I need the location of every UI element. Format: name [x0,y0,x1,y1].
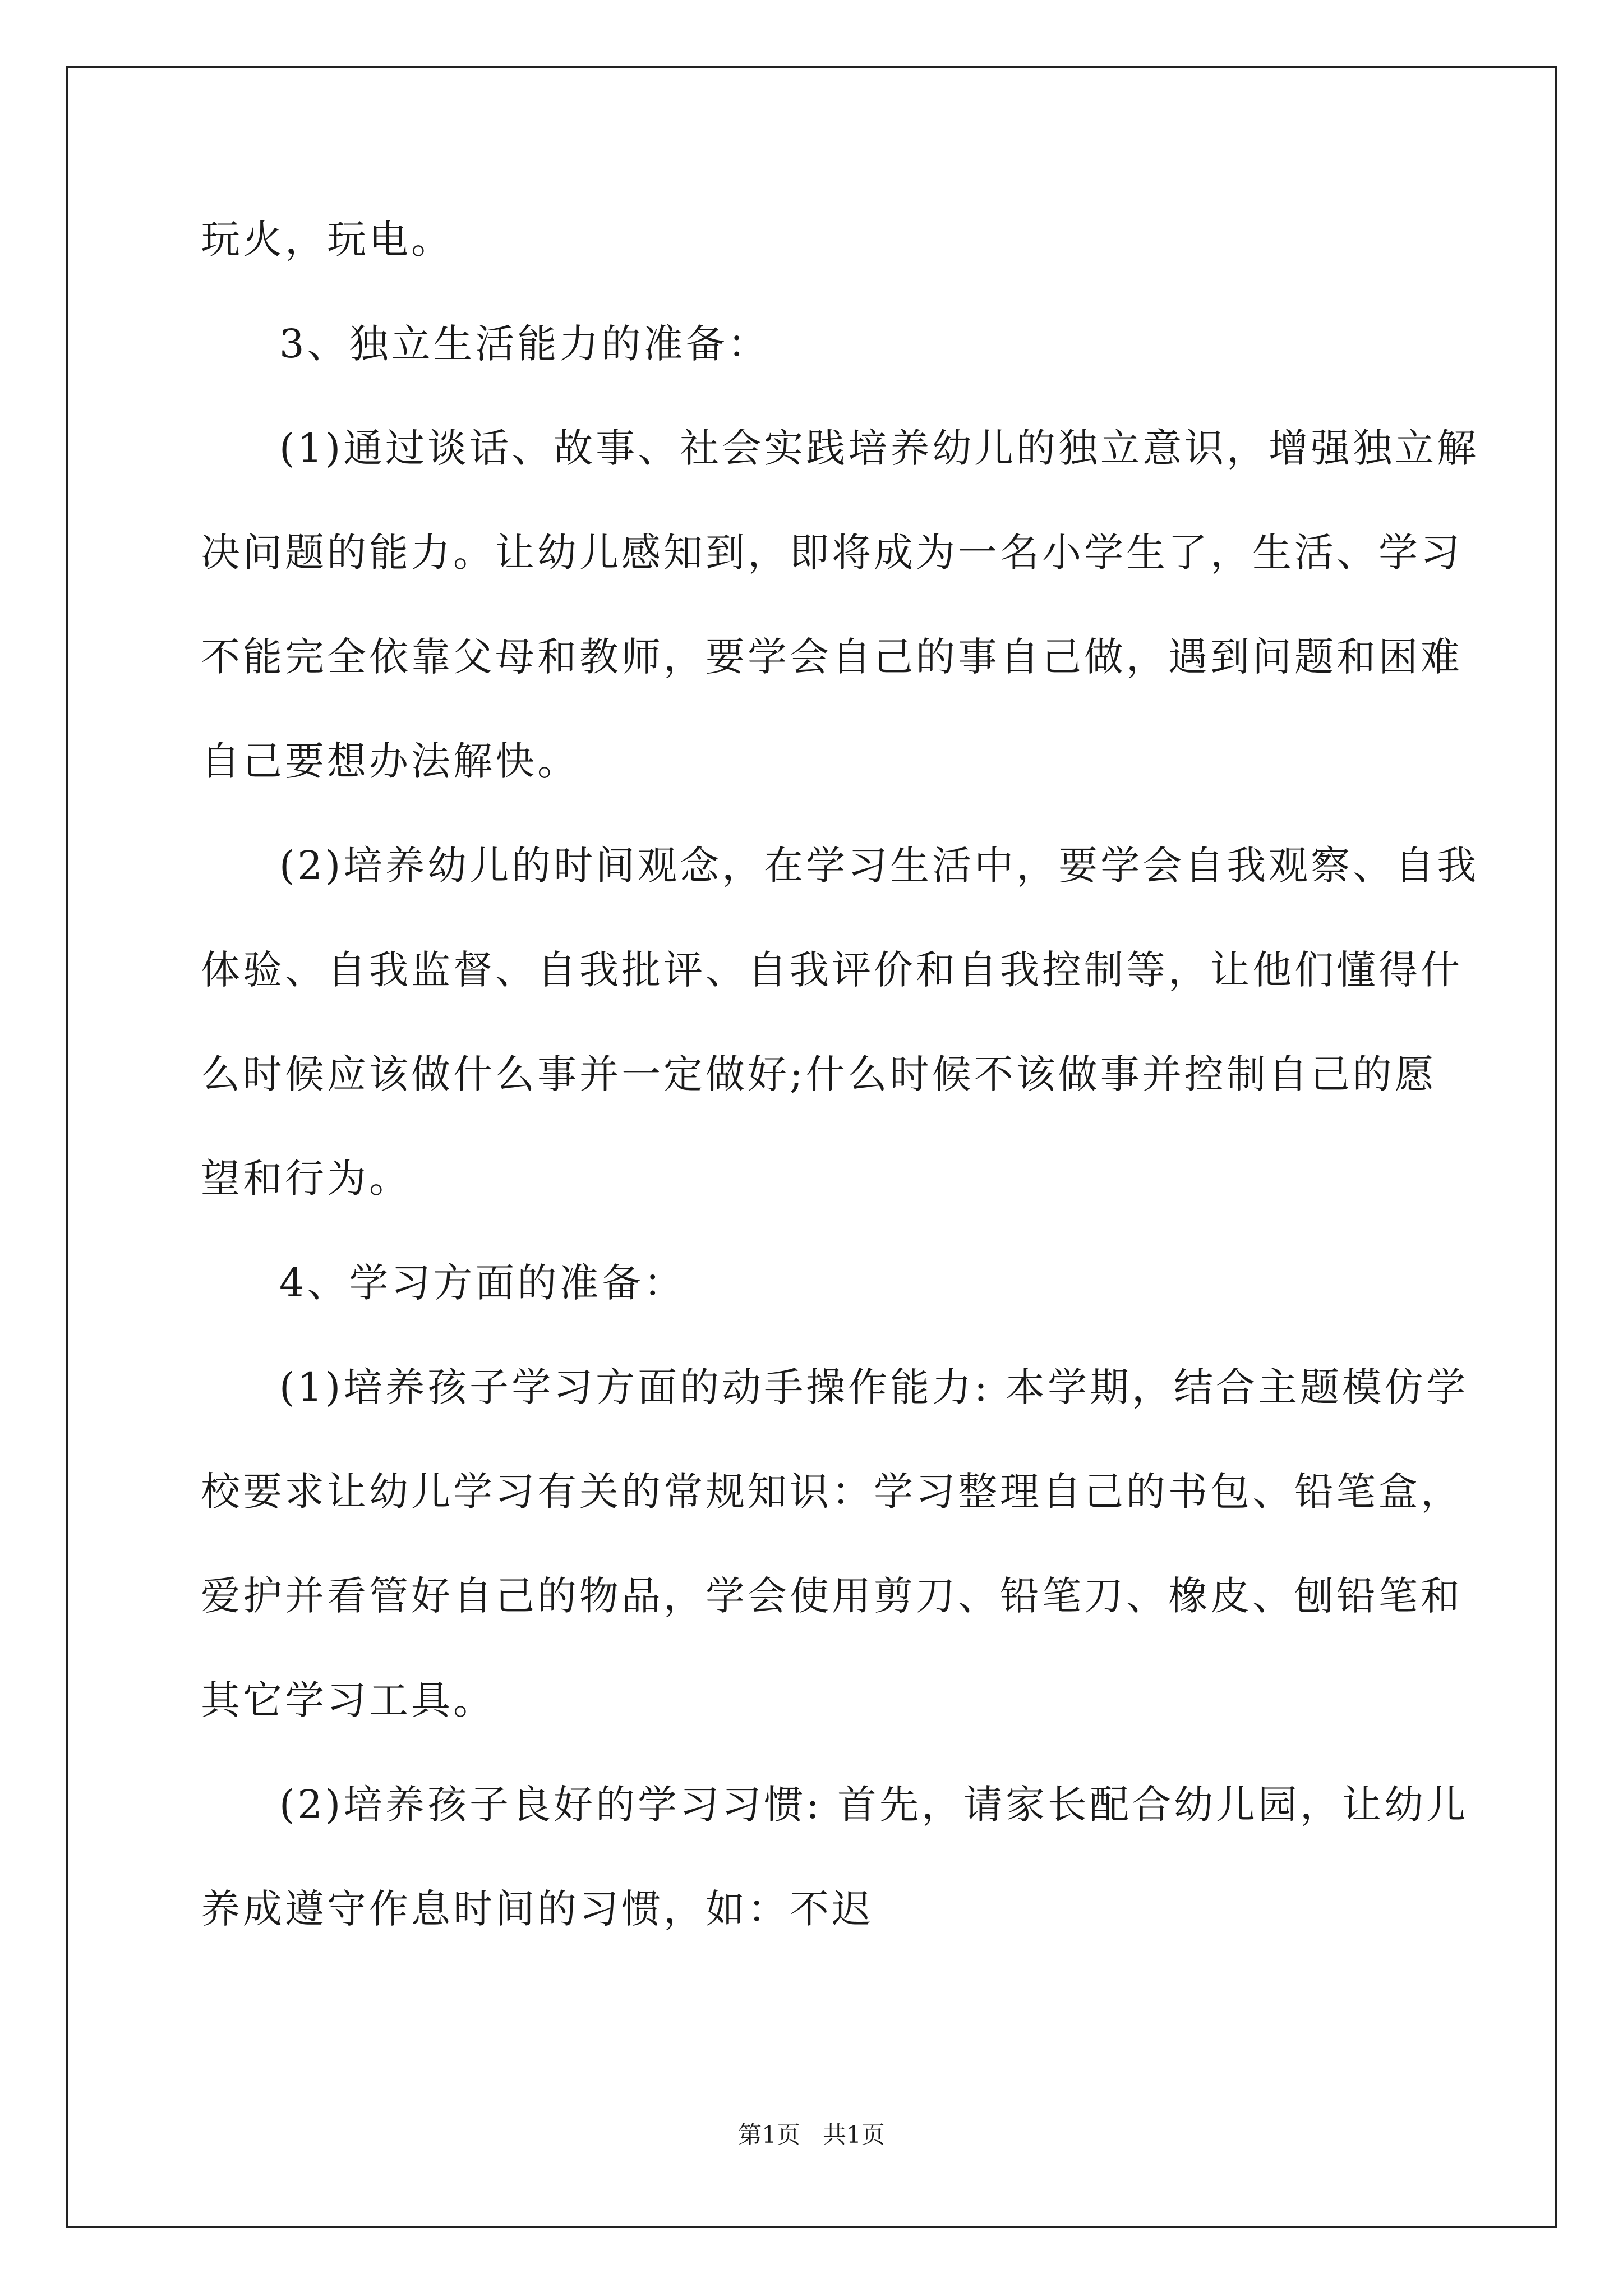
text-line-3: (1)通过谈话、故事、社会实践培养幼儿的独立意识，增强独立解 [279,425,1479,471]
text-line-15: 其它学习工具。 [201,1677,495,1723]
text-line-2: 3、独立生活能力的准备： [279,321,770,367]
text-line-5: 不能完全依靠父母和教师，要学会自己的事自己做，遇到问题和困难 [201,634,1463,680]
text-line-11: 4、学习方面的准备： [279,1260,686,1306]
text-line-16: (2)培养孩子良好的学习习惯: 首先，请家长配合幼儿园，让幼儿 [279,1782,1468,1828]
text-line-17: 养成遵守作息时间的习惯，如：不迟 [201,1886,874,1932]
text-line-13: 校要求让幼儿学习有关的常规知识：学习整理自己的书包、铅笔盒， [201,1469,1463,1515]
text-line-8: 体验、自我监督、自我批评、自我评价和自我控制等，让他们懂得什 [201,947,1463,993]
text-line-7: (2)培养幼儿的时间观念，在学习生活中，要学会自我观察、自我 [279,843,1479,889]
text-line-1: 玩火，玩电。 [201,217,453,263]
text-line-10: 望和行为。 [201,1156,411,1202]
text-line-4: 决问题的能力。让幼儿感知到，即将成为一名小学生了，生活、学习 [201,530,1463,576]
text-line-9: 么时候应该做什么事并一定做好;什么时候不该做事并控制自己的愿 [201,1051,1437,1097]
text-line-14: 爱护并看管好自己的物品，学会使用剪刀、铅笔刀、橡皮、刨铅笔和 [201,1573,1463,1619]
text-line-6: 自己要想办法解快。 [201,738,579,784]
text-line-12: (1)培养孩子学习方面的动手操作能力: 本学期，结合主题模仿学 [279,1364,1468,1410]
page-number-footer: 第1页 共1页 [738,2121,885,2148]
